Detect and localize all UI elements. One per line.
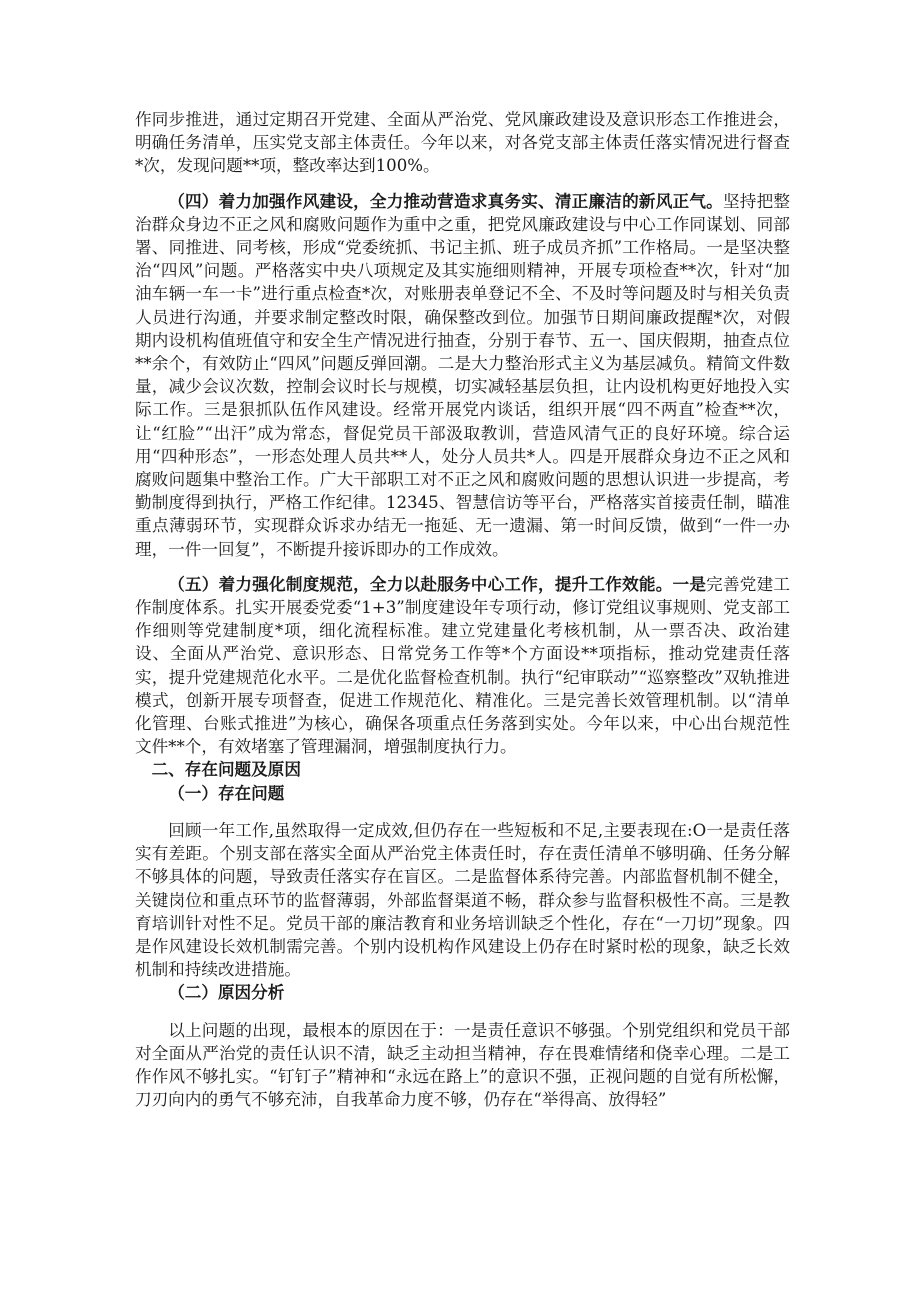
subsection-heading-cause-analysis: （二）原因分析 bbox=[168, 983, 285, 1003]
paragraph-lead-4: （四）着力加强作风建设，全力推动营造求真务实、清正廉洁的新风正气。 bbox=[168, 190, 723, 211]
paragraph-body-4: 坚持把整治群众身边不正之风和腐败问题作为重中之重，把党风廉政建设与中心工作同谋划、同部署、同推进、同考核，形成“党委统抓、书记主抓、班子成员齐抓”工作格局。一是坚决整治“四风”问题。严格落实中央八项规定及其实施细则精神，开展专项检查**次，针对“加油车辆一车一卡”进行重点检查*次，对账册表单登记不全、不及时等问题及时与相关负责人员进行沟通，并要求制定整改时限，确保整改到位。加强节日期间廉政提醒*次，对假期内设机构值班值守和安全生产情况进行抽查，分别于春节、五一、国庆假期，抽查点位**余个，有效防止“四风”问题反弹回潮。二是大力整治形式主义为基层减负。精简文件数量，减少会议次数，控制会议时长与规模，切实减轻基层负担，让内设机构更好地投入实际工作。三是狠抓队伍作风建设。经常开展党内谈话，组织开展“四不两直”检查**次，让“红脸”“出汗”成为常态，督促党员干部汲取教训，营造风清气正的良好环境。综合运用“四种形态”，一形态处理人员共**人，处分人员共*人。四是开展群众身边不正之风和腐败问题集中整治工作。广大干部职工对不正之风和腐败问题的思想认识进一步提高，考勤制度得到执行，严格工作纪律。12345、智慧信访等平台，严格落实首接责任制，瞄准重点薄弱环节，实现群众诉求办结无一拖延、无一遗漏、第一时间反馈，做到“一件一办理，一件一回复”，不断提升接诉即办的工作成效。 bbox=[135, 191, 791, 559]
paragraph-body-5: 完善党建工作制度体系。扎实开展委党委“1+3”制度建设年专项行动，修订党组议事规则、党支部工作细则等党建制度*项，细化流程标准。建立党建量化考核机制，从一票否决、政治建设、全面从严治党、意识形态、日常党务工作等*个方面设**项指标，推动党建责任落实，提升党建规范化水平。二是优化监督检查机制。执行“纪审联动”“巡察整改”双轨推进模式，创新开展专项督查，促进工作规范化、精准化。三是完善长效管理机制。以“清单化管理、台账式推进”为核心，确保各项重点任务落到实处。今年以来，中心出台规范性文件**个，有效堵塞了管理漏洞，增强制度执行力。 bbox=[135, 574, 791, 757]
paragraph-party-building-advance: 作同步推进，通过定期召开党建、全面从严治党、党风廉政建设及意识形态工作推进会，明确任务清单，压实党支部主体责任。今年以来，对各党支部主体责任落实情况进行督查*次，发现问题**项，整改率达到100%。 bbox=[135, 110, 790, 176]
section-heading-problems: 二、存在问题及原因 bbox=[151, 760, 301, 780]
paragraph-existing-problems: 回顾一年工作,虽然取得一定成效,但仍存在一些短板和不足,主要表现在:O一是责任落实有差距。个别支部在落实全面从严治党主体责任时，存在责任清单不够明确、任务分解不够具体的问题，导致责任落实存在盲区。二是监督体系待完善。内部监督机制不健全，关键岗位和重点环节的监督薄弱，外部监督渠道不畅，群众参与监督积极性不高。三是教育培训针对性不足。党员干部的廉洁教育和业务培训缺乏个性化，存在“一刀切”现象。四是作风建设长效机制需完善。个别内设机构作风建设上仍存在时紧时松的现象，缺乏长效机制和持续改进措施。 bbox=[135, 820, 790, 980]
document-page bbox=[135, 108, 790, 1111]
paragraph-institution bbox=[135, 573, 790, 759]
paragraph-cause-analysis: 以上问题的出现，最根本的原因在于：一是责任意识不够强。个别党组织和党员干部对全面从严治党的责任认识不清，缺乏主动担当精神，存在畏难情绪和侥幸心理。二是工作作风不够扎实。“钉钉子”精神和“永远在路上”的意识不强，正视问题的自觉有所松懈，刀刃向内的勇气不够充沛，自我革命力度不够，仍存在“举得高、放得轻” bbox=[135, 1020, 790, 1110]
paragraph-work-style bbox=[135, 190, 790, 561]
paragraph-lead-5: （五）着力强化制度规范，全力以赴服务中心工作，提升工作效能。一是 bbox=[168, 573, 707, 594]
subsection-heading-existing-problems: （一）存在问题 bbox=[168, 783, 285, 803]
